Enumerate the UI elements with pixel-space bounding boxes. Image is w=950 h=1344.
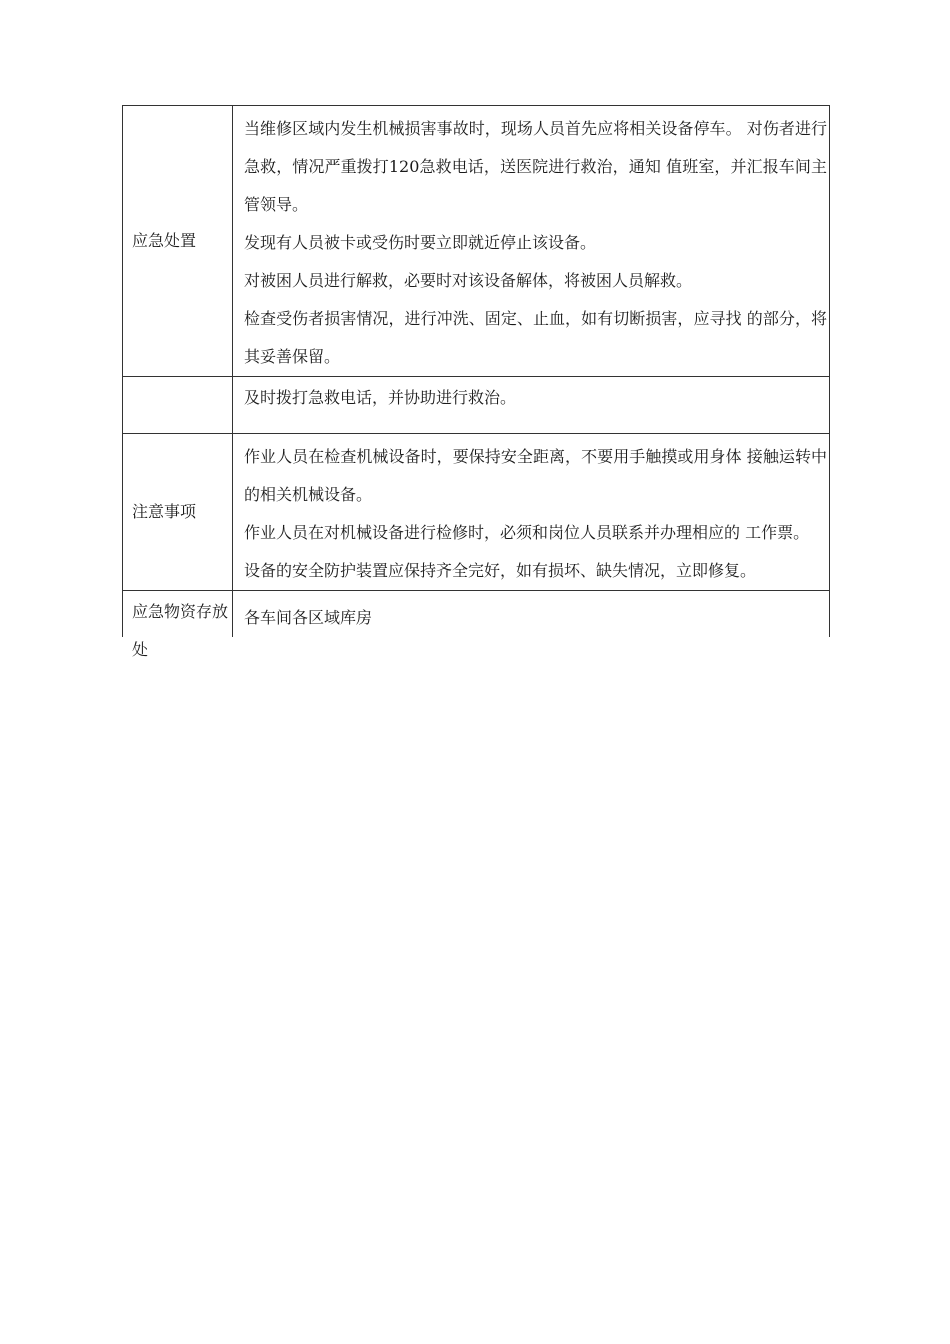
row-label bbox=[123, 377, 233, 434]
paragraph: 作业人员在检查机械设备时，要保持安全距离，不要用手触摸或用身体 接触运转中的相关机械设备。 bbox=[244, 447, 827, 504]
paragraph: 检查受伤者损害情况，进行冲洗、固定、止血，如有切断损害，应寻找 的部分，将其妥善保留。 bbox=[244, 309, 827, 366]
emergency-procedure-table bbox=[122, 105, 830, 659]
table-row-continuation bbox=[123, 377, 830, 434]
row-label: 应急处置 bbox=[123, 106, 233, 377]
row-content bbox=[233, 106, 830, 377]
paragraph: 及时拨打急救电话，并协助进行救治。 bbox=[244, 388, 517, 407]
table-row-supplies-location bbox=[123, 591, 830, 638]
row-content bbox=[233, 434, 830, 591]
row-content bbox=[233, 591, 830, 638]
row-label-text: 应急物资存放处 bbox=[132, 602, 229, 659]
table-row-precautions bbox=[123, 434, 830, 591]
row-label: 注意事项 bbox=[123, 434, 233, 591]
paragraph: 作业人员在对机械设备进行检修时，必须和岗位人员联系并办理相应的 工作票。 bbox=[244, 523, 810, 542]
paragraph: 当维修区域内发生机械损害事故时，现场人员首先应将相关设备停车。 对伤者进行急救，情况严重拨打120急救电话，送医院进行救治，通知 值班室，并汇报车间主管领导。 bbox=[244, 119, 827, 214]
paragraph: 设备的安全防护装置应保持齐全完好，如有损坏、缺失情况，立即修复。 bbox=[244, 561, 757, 580]
row-content bbox=[233, 377, 830, 434]
paragraph: 各车间各区域库房 bbox=[244, 608, 373, 627]
table-row-emergency-response bbox=[123, 106, 830, 377]
paragraph: 对被困人员进行解救，必要时对该设备解体，将被困人员解救。 bbox=[244, 271, 693, 290]
row-label bbox=[123, 591, 233, 659]
paragraph: 发现有人员被卡或受伤时要立即就近停止该设备。 bbox=[244, 233, 597, 252]
